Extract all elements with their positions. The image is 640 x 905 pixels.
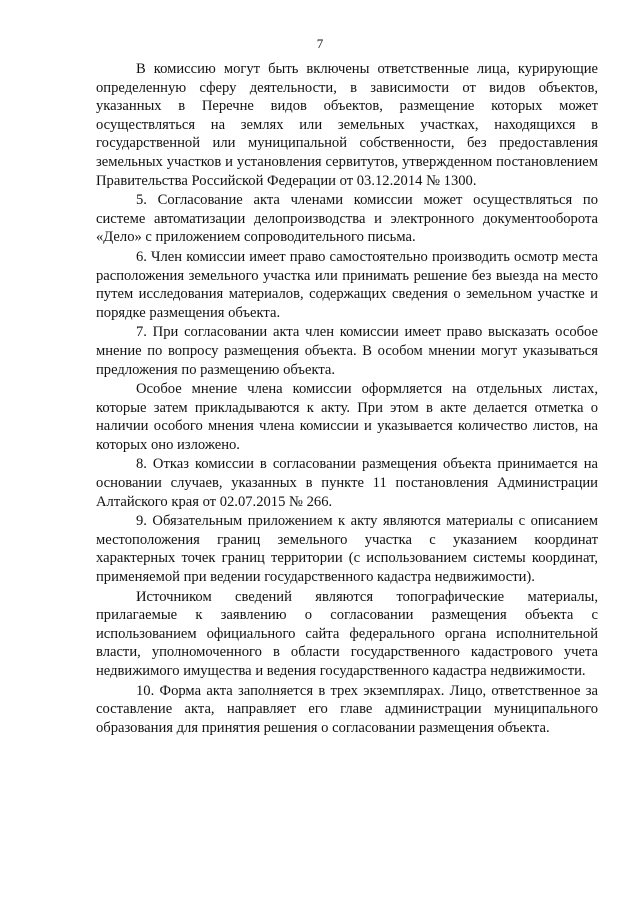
paragraph-item-6: 6. Член комиссии имеет право самостоятельно производить осмотр места расположения земельного участка или принимать решение без выезда на место путем исследования материалов, содержащих сведения о земельном участке и порядке размещения объекта. bbox=[96, 248, 598, 321]
paragraph-item-9: 9. Обязательным приложением к акту являются материалы с описанием местоположения границ земельного участка с указанием координат характерных точек границ территории (с использованием системы координат, применяемой при ведении государственного кадастра недвижимости). bbox=[96, 513, 598, 586]
paragraph-commission-members: В комиссию могут быть включены ответственные лица, курирующие определенную сферу деятельности, в зависимости от видов объектов, указанных в Перечне видов объектов, размещение которых может осуществляться на землях или земельных участках, находящихся в государственной или муниципальной собственности, без предоставления земельных участков и установления сервитутов, утвержденном постановлением Правительства Российской Федерации от 03.12.2014 № 1300. bbox=[96, 61, 598, 189]
paragraph-item-5: 5. Согласование акта членами комиссии может осуществляться по системе автоматизации делопроизводства и электронного документооборота «Дело» с приложением сопроводительного письма. bbox=[96, 192, 598, 246]
paragraph-item-10: 10. Форма акта заполняется в трех экземплярах. Лицо, ответственное за составление акта, направляет его главе администрации муниципального образования для принятия решения о согласовании размещения объекта. bbox=[96, 682, 598, 736]
document-body bbox=[96, 60, 598, 738]
paragraph-item-7: 7. При согласовании акта член комиссии имеет право высказать особое мнение по вопросу размещения объекта. В особом мнении могут указываться предложения по размещению объекта. bbox=[96, 324, 598, 378]
paragraph-item-8: 8. Отказ комиссии в согласовании размещения объекта принимается на основании случаев, указанных в пункте 11 постановления Администрации Алтайского края от 02.07.2015 № 266. bbox=[96, 456, 598, 510]
paragraph-special-opinion: Особое мнение члена комиссии оформляется на отдельных листах, которые затем прикладываются к акту. При этом в акте делается отметка о наличии особого мнения члена комиссии и указывается количество листов, на которых оно изложено. bbox=[96, 381, 598, 453]
page-number: 7 bbox=[316, 36, 324, 51]
paragraph-source-info: Источником сведений являются топографические материалы, прилагаемые к заявлению о согласовании размещения объекта с использованием официального сайта федерального органа исполнительной власти, уполномоченного в области государственного кадастрового учета недвижимого имущества и ведения государственного кадастра недвижимости. bbox=[96, 588, 598, 679]
